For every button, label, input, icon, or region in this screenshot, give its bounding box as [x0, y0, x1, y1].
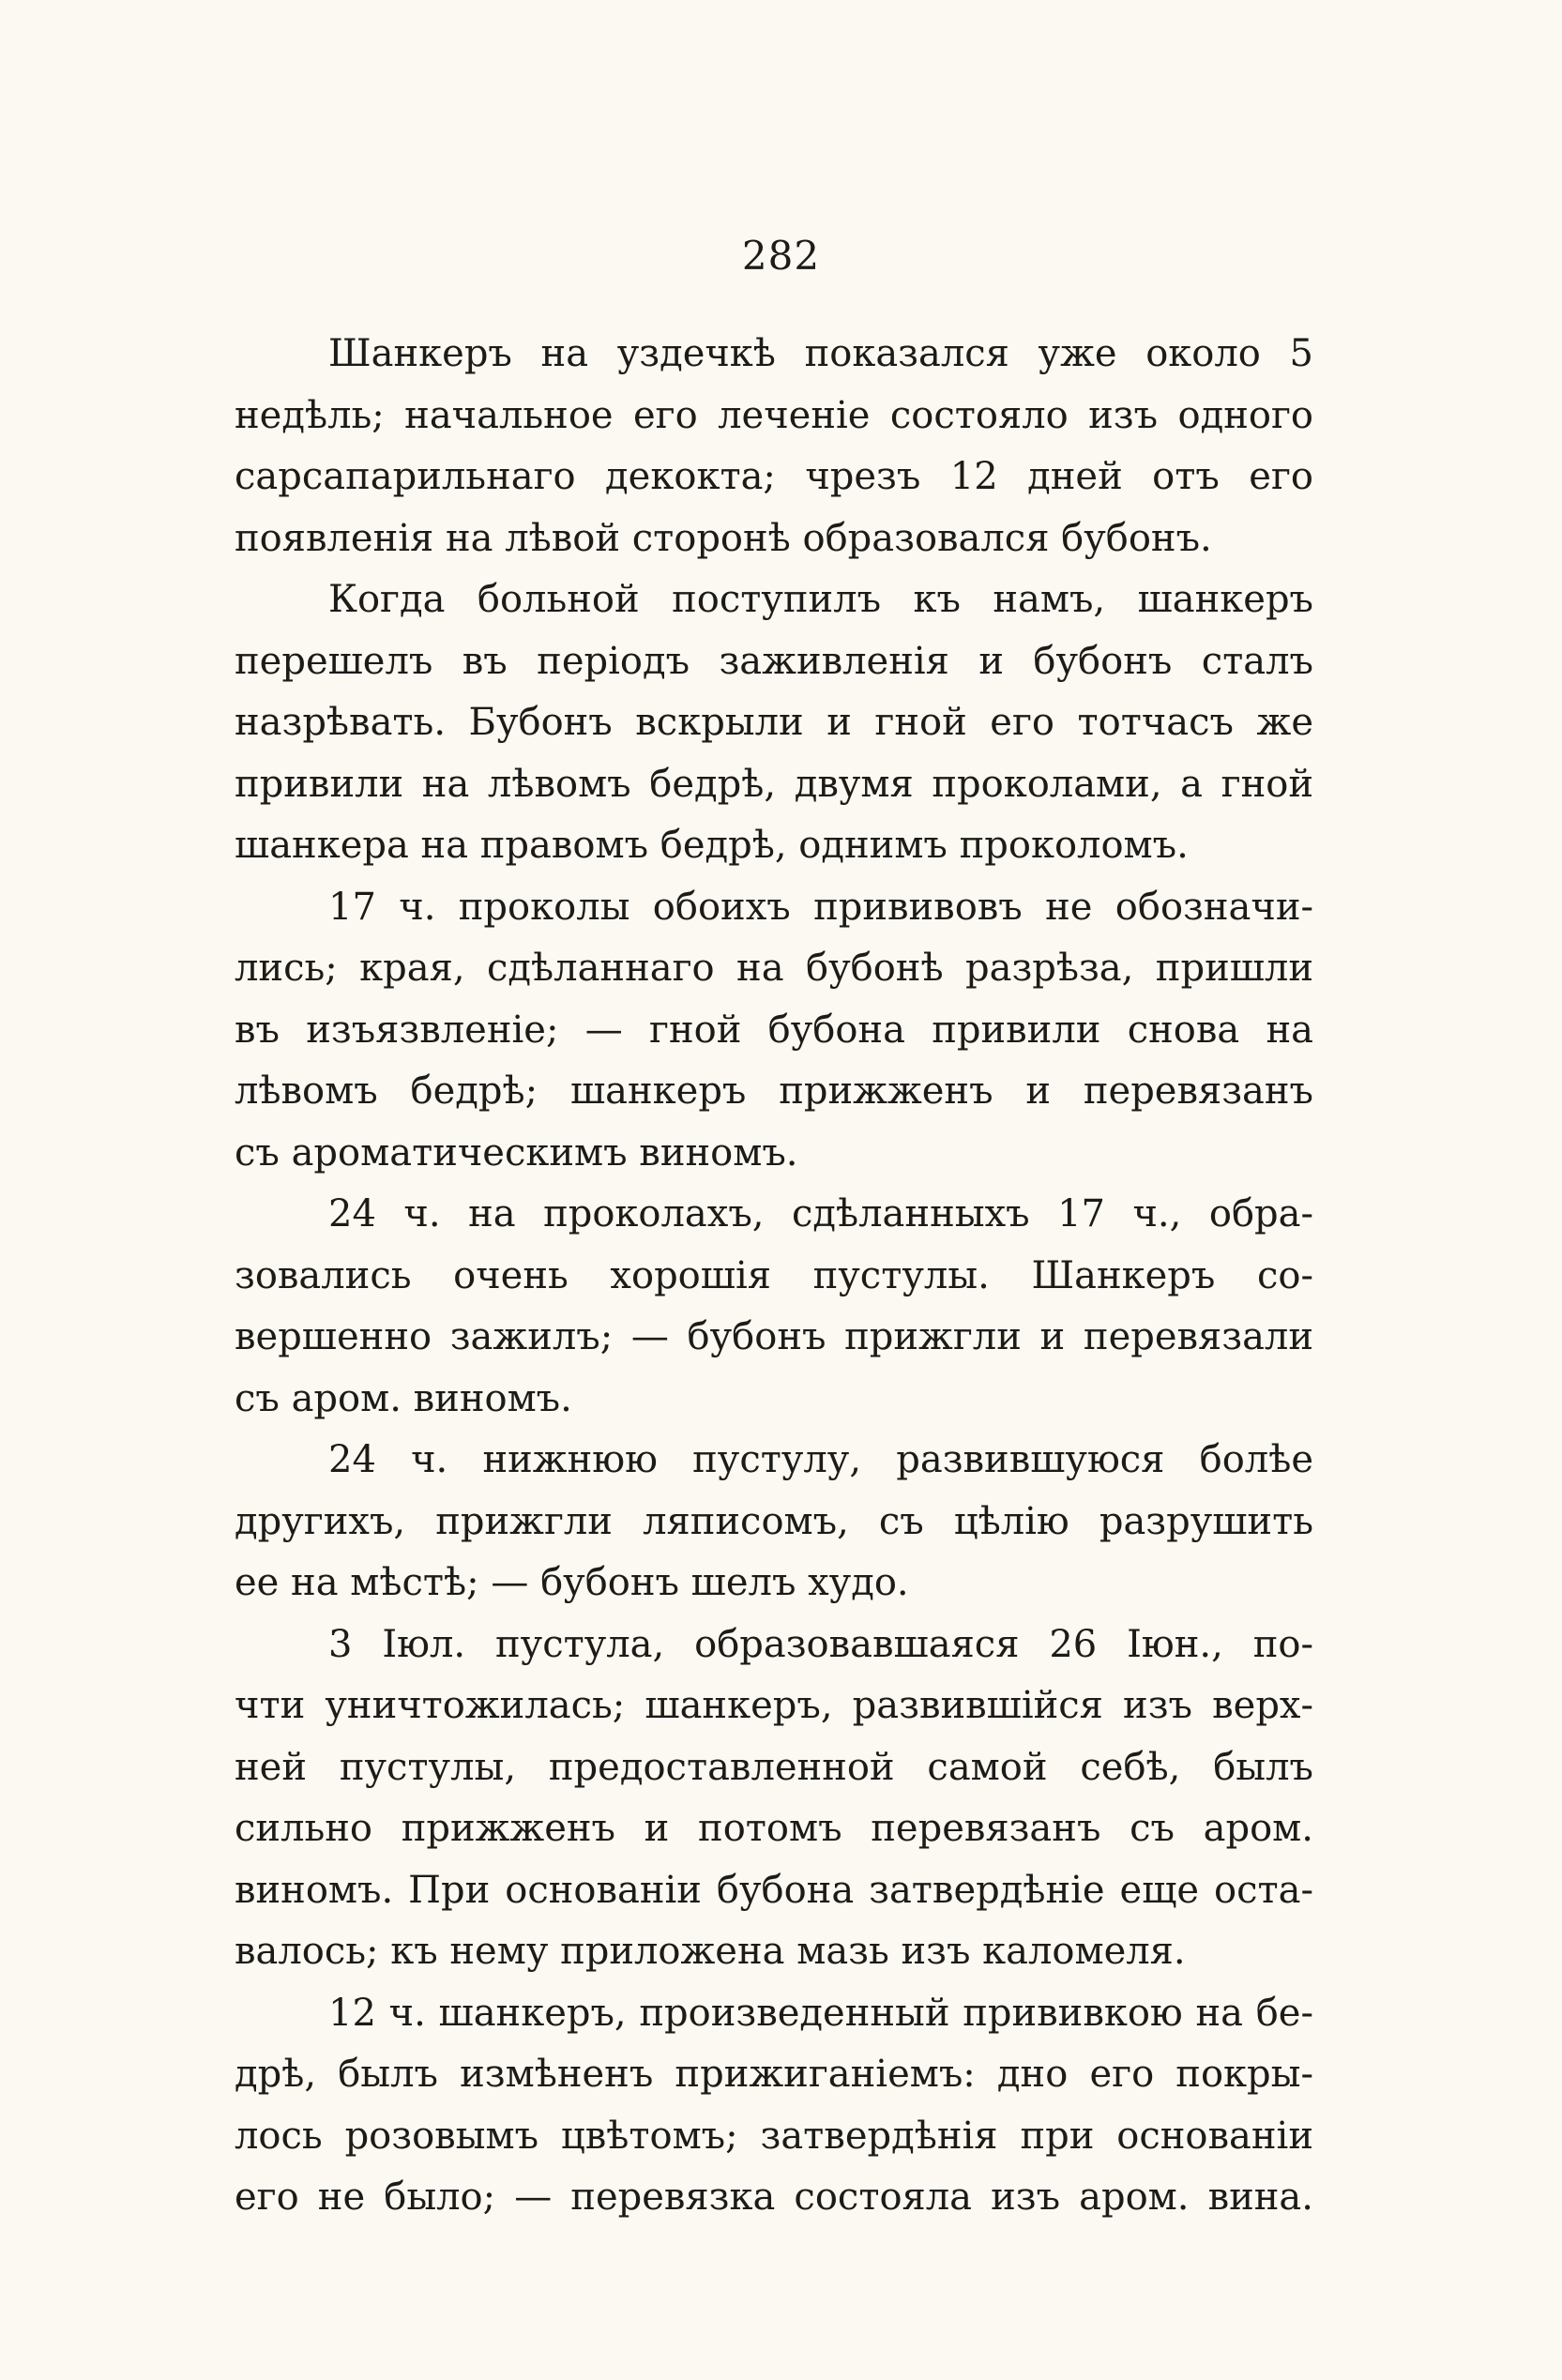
text-line: виномъ. При основаніи бубона затвердѣніе еще оста-	[235, 1868, 1313, 1912]
text-line: лись; края, сдѣланнаго на бубонѣ разрѣза, пришли	[235, 947, 1313, 990]
text-line: Шанкеръ на уздечкѣ показался уже около 5	[328, 332, 1313, 375]
text-line: чти уничтожилась; шанкеръ, развившійся изъ верх-	[235, 1684, 1313, 1727]
text-line: Когда больной поступилъ къ намъ, шанкеръ	[328, 578, 1313, 621]
text-line: его не было; — перевязка состояла изъ аром. вина.	[235, 2175, 1313, 2219]
text-line: другихъ, прижгли ляписомъ, съ цѣлію разрушить	[235, 1499, 1313, 1543]
text-line: съ аром. виномъ.	[235, 1376, 572, 1420]
text-line: дрѣ, былъ измѣненъ прижиганіемъ: дно его покры-	[235, 2053, 1313, 2096]
text-line: 24 ч. нижнюю пустулу, развившуюся болѣе	[328, 1438, 1313, 1481]
text-line: появленія на лѣвой сторонѣ образовался бубонъ.	[235, 516, 1212, 560]
text-line: вершенно зажилъ; — бубонъ прижгли и перевязали	[235, 1315, 1313, 1358]
body-text	[235, 324, 1313, 2229]
text-line: сильно прижженъ и потомъ перевязанъ съ аром.	[235, 1807, 1313, 1850]
text-line: назрѣвать. Бубонъ вскрыли и гной его тотчасъ же	[235, 701, 1313, 744]
text-line: ней пустулы, предоставленной самой себѣ, былъ	[235, 1745, 1313, 1789]
text-line: шанкера на правомъ бедрѣ, однимъ проколомъ.	[235, 824, 1189, 867]
text-line: въ изъязвленіе; — гной бубона привили снова на	[235, 1008, 1313, 1052]
text-line: лѣвомъ бедрѣ; шанкеръ прижженъ и перевязанъ	[235, 1069, 1313, 1113]
page-number: 282	[741, 233, 821, 279]
text-line: сарсапарильнаго декокта; чрезъ 12 дней отъ его	[235, 455, 1313, 498]
text-line: зовались очень хорошія пустулы. Шанкеръ со-	[235, 1253, 1313, 1297]
text-line: 24 ч. на проколахъ, сдѣланныхъ 17 ч., обра-	[328, 1192, 1313, 1235]
text-line: привили на лѣвомъ бедрѣ, двумя проколами, а гной	[235, 762, 1313, 806]
text-line: недѣль; начальное его леченіе состояло изъ одного	[235, 393, 1313, 437]
text-line: валось; къ нему приложена мазь изъ каломеля.	[235, 1930, 1186, 1973]
text-line: 3 Іюл. пустула, образовавшаяся 26 Іюн., по-	[328, 1622, 1313, 1666]
text-line: лось розовымъ цвѣтомъ; затвердѣнія при основаніи	[235, 2114, 1313, 2158]
text-line: ее на мѣстѣ; — бубонъ шелъ худо.	[235, 1561, 909, 1604]
text-line: 17 ч. проколы обоихъ прививовъ не обозначи-	[328, 885, 1313, 929]
text-line: съ ароматическимъ виномъ.	[235, 1130, 798, 1175]
text-line: перешелъ въ періодъ заживленія и бубонъ сталъ	[235, 639, 1313, 683]
text-line: 12 ч. шанкеръ, произведенный прививкою на бе-	[328, 1991, 1313, 2035]
